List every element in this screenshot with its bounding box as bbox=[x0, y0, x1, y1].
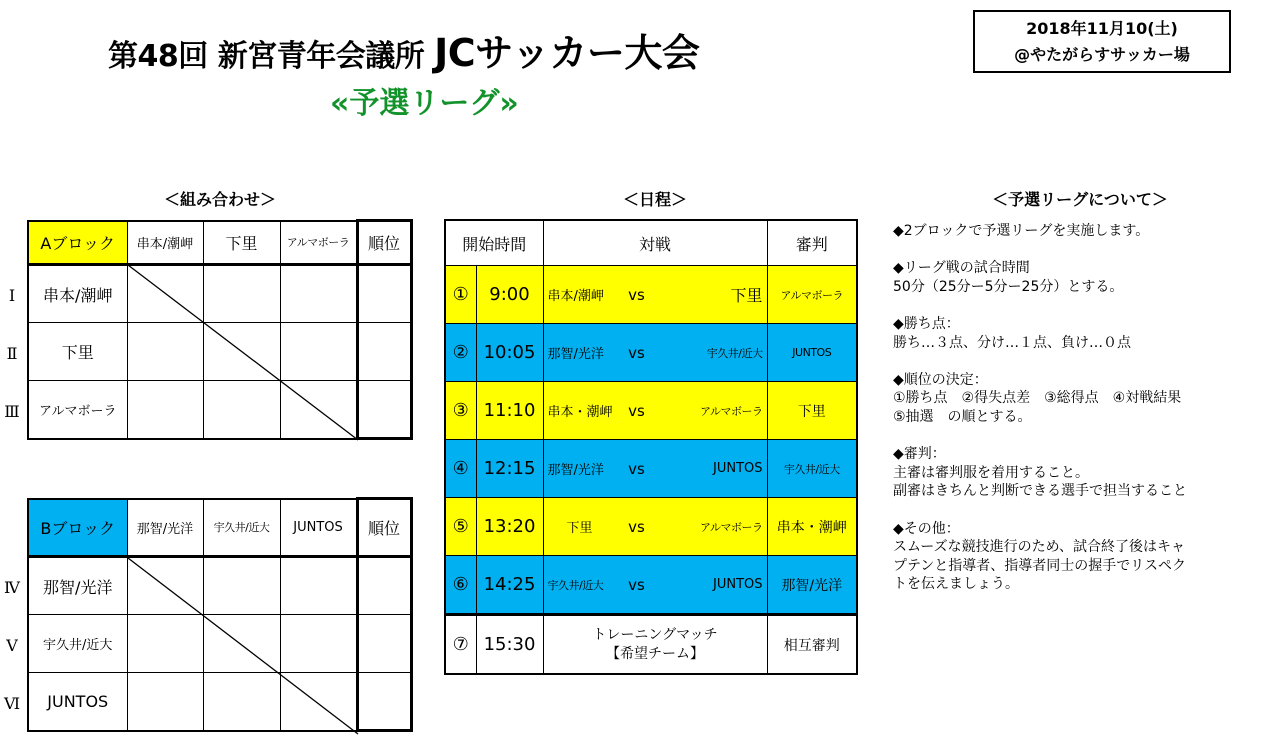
group-b-rank-header: 順位 bbox=[357, 499, 411, 557]
match-pairing bbox=[543, 498, 767, 556]
home-team: 宇久井/近大 bbox=[547, 578, 604, 592]
match-time: 13:20 bbox=[476, 498, 543, 556]
home-team: 那智/光洋 bbox=[547, 347, 604, 362]
row-numeral-5: Ⅴ bbox=[6, 636, 18, 655]
match-referee: アルマボーラ bbox=[767, 266, 857, 324]
away-team: アルマボーラ bbox=[699, 404, 763, 418]
group-a-row-team: アルマボーラ bbox=[28, 381, 127, 439]
result-cell bbox=[280, 265, 357, 323]
group-b-row bbox=[28, 615, 411, 673]
row-numeral-1: Ⅰ bbox=[8, 286, 16, 305]
rank-cell bbox=[357, 381, 411, 439]
group-b-name: Bブロック bbox=[28, 499, 127, 557]
about-text bbox=[893, 222, 1263, 612]
group-a-col-team: アルマボーラ bbox=[280, 221, 357, 265]
schedule-row bbox=[445, 498, 857, 556]
row-numeral-6: Ⅵ bbox=[3, 694, 21, 713]
match-time: 14:25 bbox=[476, 556, 543, 615]
vs-label: vs bbox=[628, 517, 645, 536]
groups-heading: ＜組み合わせ＞ bbox=[163, 190, 276, 209]
match-referee: 那智/光洋 bbox=[767, 556, 857, 615]
away-team: 下里 bbox=[730, 286, 763, 305]
match-number: ① bbox=[445, 266, 476, 324]
match-referee: 串本・潮岬 bbox=[767, 498, 857, 556]
rank-cell bbox=[357, 673, 411, 731]
about-paragraph: ◆勝ち点： 勝ち…３点、分け…１点、負け…０点 bbox=[893, 315, 1131, 351]
schedule-row bbox=[445, 440, 857, 498]
match-pairing bbox=[543, 266, 767, 324]
group-a-col-team: 串本/潮岬 bbox=[127, 221, 203, 265]
match-referee: 下里 bbox=[767, 382, 857, 440]
schedule-body bbox=[445, 266, 857, 615]
group-a-row bbox=[28, 381, 411, 439]
schedule-header-match: 対戦 bbox=[543, 220, 767, 266]
result-cell bbox=[203, 381, 280, 439]
group-a-name: Aブロック bbox=[28, 221, 127, 265]
schedule-heading: ＜日程＞ bbox=[622, 190, 687, 209]
diagonal-cell bbox=[280, 673, 357, 731]
match-number: ⑦ bbox=[445, 615, 476, 675]
result-cell bbox=[127, 615, 203, 673]
group-b-row bbox=[28, 557, 411, 615]
group-a-table bbox=[27, 219, 413, 440]
training-match-line2: 【希望チーム】 bbox=[606, 645, 704, 662]
group-b-row-team: 宇久井/近大 bbox=[28, 615, 127, 673]
diagonal-cell bbox=[127, 265, 203, 323]
home-team: 下里 bbox=[566, 521, 593, 536]
result-cell bbox=[203, 673, 280, 731]
vs-label: vs bbox=[628, 285, 645, 304]
title-main: 第48回 新宮青年会議所 bbox=[108, 39, 425, 74]
match-number: ③ bbox=[445, 382, 476, 440]
title-event: JCサッカー大会 bbox=[434, 31, 700, 75]
result-cell bbox=[280, 615, 357, 673]
group-a-header-row bbox=[28, 221, 411, 265]
group-b-row-team: 那智/光洋 bbox=[28, 557, 127, 615]
match-referee: 宇久井/近大 bbox=[767, 440, 857, 498]
group-b-header-row bbox=[28, 499, 411, 557]
row-numeral-4: Ⅳ bbox=[4, 578, 20, 597]
date-venue-box bbox=[973, 10, 1231, 73]
group-b-col-team: 宇久井/近大 bbox=[203, 499, 280, 557]
group-b-col-team: JUNTOS bbox=[280, 499, 357, 557]
schedule-row bbox=[445, 382, 857, 440]
row-numeral-3: Ⅲ bbox=[4, 402, 20, 421]
training-match-line1: トレーニングマッチ bbox=[592, 626, 718, 643]
match-time: 10:05 bbox=[476, 324, 543, 382]
match-number: ⑥ bbox=[445, 556, 476, 615]
group-a-col-team: 下里 bbox=[203, 221, 280, 265]
match-time: 15:30 bbox=[476, 615, 543, 675]
about-paragraph: ◆順位の決定： ①勝ち点 ②得失点差 ③総得点 ④対戦結果 ⑤抽選 の順とする。 bbox=[893, 371, 1182, 425]
vs-label: vs bbox=[628, 459, 645, 478]
about-heading: ＜予選リーグについて＞ bbox=[992, 190, 1168, 209]
row-numeral-2: Ⅱ bbox=[6, 344, 18, 363]
match-time: 11:10 bbox=[476, 382, 543, 440]
home-team: 串本・潮岬 bbox=[547, 405, 613, 420]
group-b-table bbox=[27, 497, 413, 732]
rank-cell bbox=[357, 323, 411, 381]
schedule-table bbox=[444, 219, 858, 675]
away-team: JUNTOS bbox=[713, 461, 763, 476]
group-a-row bbox=[28, 265, 411, 323]
group-a-row-team: 串本/潮岬 bbox=[28, 265, 127, 323]
page-subtitle: «予選リーグ» bbox=[330, 86, 519, 121]
group-a-row-team: 下里 bbox=[28, 323, 127, 381]
rank-cell bbox=[357, 615, 411, 673]
match-number: ② bbox=[445, 324, 476, 382]
schedule-row-final bbox=[445, 615, 857, 675]
result-cell bbox=[127, 381, 203, 439]
vs-label: vs bbox=[628, 343, 645, 362]
about-paragraph: ◆2ブロックで予選リーグを実施します。 bbox=[893, 223, 1150, 239]
event-date: 2018年11月10(土) bbox=[1026, 18, 1178, 38]
home-team: 串本/潮岬 bbox=[547, 289, 604, 304]
group-b-col-team: 那智/光洋 bbox=[127, 499, 203, 557]
result-cell bbox=[127, 323, 203, 381]
schedule-header-row bbox=[445, 220, 857, 266]
result-cell bbox=[203, 265, 280, 323]
match-referee: JUNTOS bbox=[767, 324, 857, 382]
match-number: ⑤ bbox=[445, 498, 476, 556]
match-pairing bbox=[543, 382, 767, 440]
match-pairing bbox=[543, 440, 767, 498]
vs-label: vs bbox=[628, 401, 645, 420]
event-venue: @やたがらすサッカー場 bbox=[1014, 44, 1190, 64]
match-time: 12:15 bbox=[476, 440, 543, 498]
match-pairing bbox=[543, 324, 767, 382]
diagonal-cell bbox=[127, 557, 203, 615]
diagonal-cell bbox=[203, 323, 280, 381]
schedule-row bbox=[445, 266, 857, 324]
diagonal-cell bbox=[203, 615, 280, 673]
match-time: 9:00 bbox=[476, 266, 543, 324]
group-b-row bbox=[28, 673, 411, 731]
rank-cell bbox=[357, 557, 411, 615]
result-cell bbox=[203, 557, 280, 615]
away-team: 宇久井/近大 bbox=[706, 346, 763, 360]
match-pairing bbox=[543, 556, 767, 615]
home-team: 那智/光洋 bbox=[547, 463, 604, 478]
schedule-header-time: 開始時間 bbox=[445, 220, 543, 266]
result-cell bbox=[280, 557, 357, 615]
vs-label: vs bbox=[628, 575, 645, 594]
rank-cell bbox=[357, 265, 411, 323]
training-match bbox=[543, 615, 767, 675]
group-b-row-team: JUNTOS bbox=[28, 673, 127, 731]
away-team: アルマボーラ bbox=[699, 520, 763, 534]
group-a-rank-header: 順位 bbox=[357, 221, 411, 265]
match-number: ④ bbox=[445, 440, 476, 498]
match-referee: 相互審判 bbox=[767, 615, 857, 675]
result-cell bbox=[280, 323, 357, 381]
about-paragraph: ◆審判： 主審は審判服を着用すること。 副審はきちんと判断できる選手で担当すること bbox=[893, 446, 1187, 500]
result-cell bbox=[127, 673, 203, 731]
schedule-row bbox=[445, 556, 857, 615]
schedule-header-referee: 審判 bbox=[767, 220, 857, 266]
page-title bbox=[108, 22, 699, 77]
group-a-row bbox=[28, 323, 411, 381]
diagonal-cell bbox=[280, 381, 357, 439]
away-team: JUNTOS bbox=[713, 577, 763, 592]
about-paragraph: ◆リーグ戦の試合時間 50分（25分ー5分ー25分）とする。 bbox=[893, 260, 1124, 295]
schedule-row bbox=[445, 324, 857, 382]
about-paragraph: ◆その他： スムーズな競技進行のため、試合終了後はキャ プテンと指導者、指導者同士の握手でリスペク トを伝えましょう。 bbox=[893, 520, 1187, 593]
